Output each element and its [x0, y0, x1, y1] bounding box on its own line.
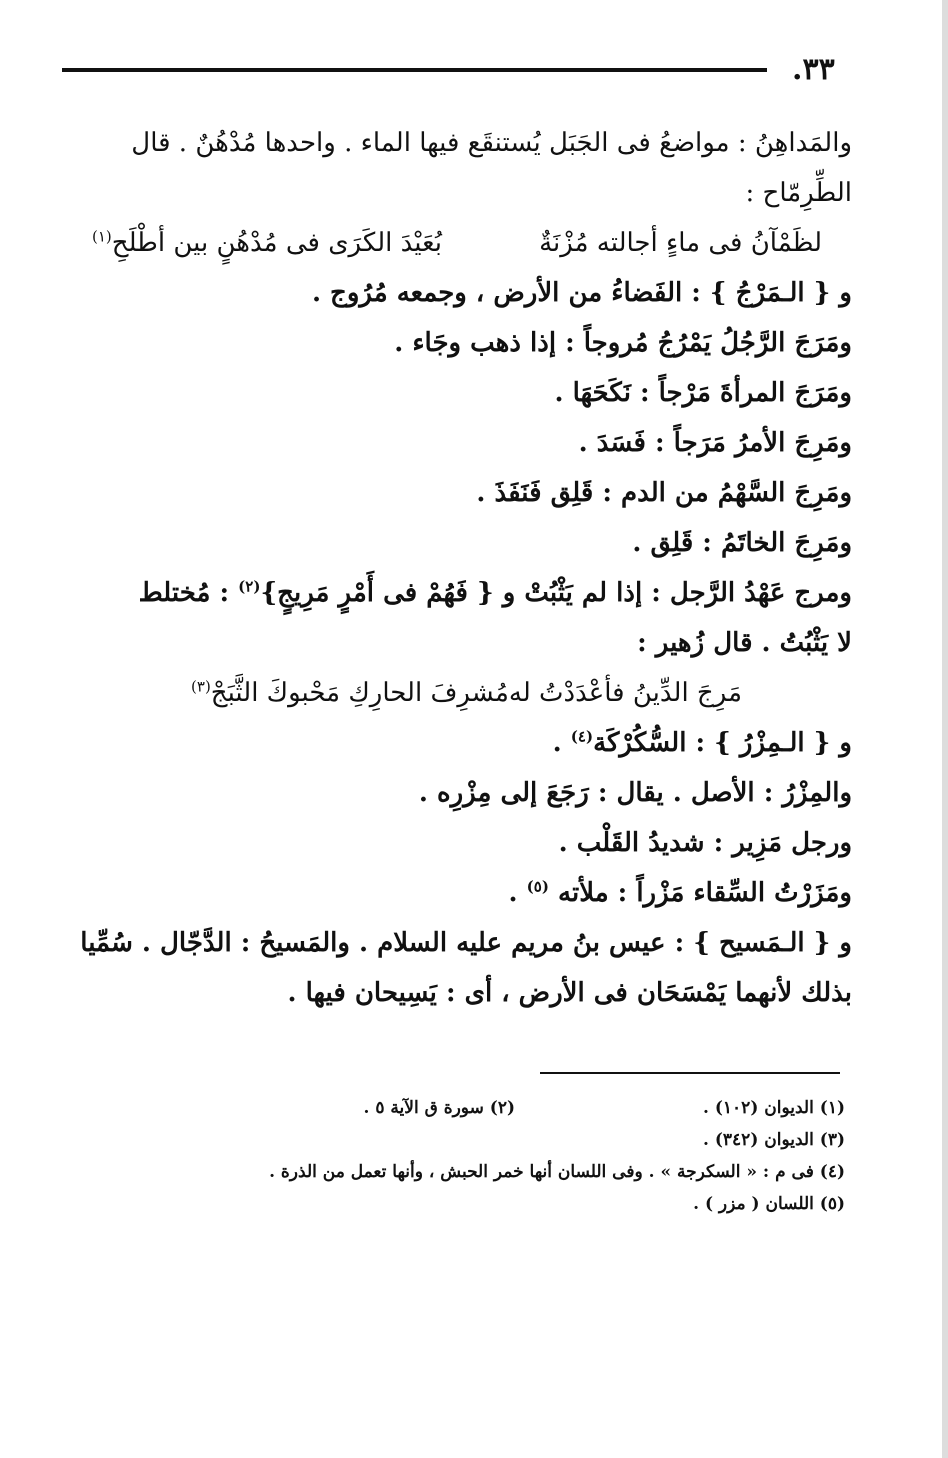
text-line-tail: : مُختلط — [138, 578, 230, 608]
text-line: الطِّرِمّاح : — [745, 178, 852, 208]
text-line — [52, 568, 852, 618]
verse-first-hemistich: لظَمْآنُ فى ماءٍ أجالته مُزْنَةٌ — [539, 228, 822, 258]
text-line: ومَرَجَ المرأةَ مَرْجاً : نَكَحَهَا . — [554, 378, 852, 408]
verse-line — [52, 218, 852, 268]
footnote-marker: (٢) — [238, 577, 261, 596]
text-line-main: و { الـمِزْرُ } : السُّكُرْكَة — [593, 728, 852, 758]
footnote: (٤) فى م : « السكرجة » . وفى اللسان أنها خمر الحبش ، وأنها تعمل من الذرة . — [269, 1162, 845, 1182]
text-line: والمَداهِنُ : مواضعُ فى الجَبَل يُستنقَع فيها الماء . واحدها مُدْهُنٌ . قال — [131, 128, 852, 158]
footnote: (٥) اللسان ( مزر ) . — [693, 1194, 845, 1214]
text-line — [52, 718, 852, 768]
main-text — [52, 118, 852, 1018]
footnote: (٢) سورة ق الآية ٥ . — [363, 1098, 515, 1118]
footnotes — [160, 1092, 845, 1220]
text-line: ومَرِجَ الخاتَمُ : قَلِق . — [632, 528, 852, 558]
footnote-row — [160, 1188, 845, 1220]
footnote-row — [160, 1092, 845, 1124]
page-number: ٣٣. — [792, 52, 835, 87]
footnote-marker: (١) — [92, 227, 112, 246]
footnote-marker: (٤) — [570, 727, 594, 746]
footnote: (٣) الديوان (٣٤٢) . — [703, 1130, 845, 1150]
text-line: و { الـمَسيح } : عيس بنُ مريم عليه السلام . والمَسيحُ : الدَّجّال . سُمِّيا — [80, 928, 852, 958]
text-line: والمِزْرُ : الأصل . يقال : رَجَعَ إلى مِزْرِه . — [418, 778, 852, 808]
verse-second-text: بُعَيْدَ الكَرَى فى مُدْهُنٍ بين أطْلَحِ — [111, 228, 442, 258]
verse-line — [52, 668, 852, 718]
text-line: لا يَثْبُتُ . قال زُهير : — [637, 628, 852, 658]
text-line: بذلك لأنهما يَمْسَحَان فى الأرض ، أى : يَسِيحان فيها . — [287, 978, 852, 1008]
text-line: ومَرَجَ الرَّجُلُ يَمْرُجُ مُروجاً : إذا ذهب وجَاء . — [394, 328, 852, 358]
text-line-main: ومَزَرْتُ السِّقاء مَزْراً : ملأته — [558, 878, 852, 908]
text-line: ومَرِجَ الأمرُ مَرَجاً : فَسَدَ . — [578, 428, 852, 458]
text-line-end: . — [552, 728, 562, 758]
verse-second-hemistich — [92, 218, 442, 268]
text-line-end: . — [508, 878, 518, 908]
verse-first-hemistich: مَرِجَ الدِّينُ فأعْدَدْتُ له — [508, 678, 742, 708]
verse-second-hemistich — [191, 668, 509, 718]
text-line-main: ومرج عَهْدُ الرَّجل : إذا لم يَثْبُتْ و { فَهُمْ فى أَمْرٍ مَرِيجٍ} — [260, 578, 852, 608]
footnote-row — [160, 1156, 845, 1188]
footnote-marker: (٥) — [526, 877, 549, 896]
header-rule — [62, 68, 767, 72]
verse-second-text: مُشرِفَ الحارِكِ مَحْبوكَ الثَّبَجْ — [210, 678, 509, 708]
footnote-row — [160, 1124, 845, 1156]
text-line — [52, 868, 852, 918]
page-edge — [942, 0, 948, 1458]
footnote: (١) الديوان (١٠٢) . — [703, 1098, 845, 1118]
text-line: ومَرِجَ السَّهْمُ من الدم : قَلِق فَنَفَذَ . — [476, 478, 852, 508]
footnote-rule — [540, 1072, 840, 1074]
text-line: ورجل مَزِير : شديدُ القَلْب . — [558, 828, 852, 858]
footnote-marker: (٣) — [191, 677, 211, 696]
text-line: و { الـمَرْجُ } : الفَضاءُ من الأرض ، وجمعه مُرُوج . — [311, 278, 852, 308]
